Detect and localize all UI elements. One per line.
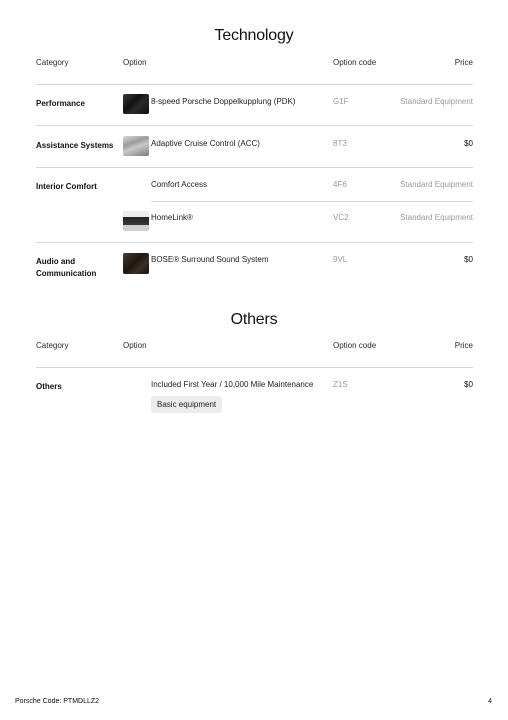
row-price: $0 <box>464 255 473 264</box>
row-option-code: 8T3 <box>333 139 347 148</box>
row-option-code: Z1S <box>333 380 348 389</box>
row-price: Standard Equipment <box>400 97 473 106</box>
row-category-line2: Communication <box>36 269 97 278</box>
radar-sensor-thumbnail-icon <box>123 136 149 156</box>
technology-title: Technology <box>214 27 294 44</box>
divider <box>36 125 473 126</box>
others-title: Others <box>230 311 278 328</box>
header-option: Option <box>123 341 147 350</box>
porsche-code-label: Porsche Code: PTMDLLZ2 <box>15 698 100 705</box>
speaker-thumbnail-icon <box>123 253 149 274</box>
row-category: Assistance Systems <box>36 141 114 150</box>
row-option: Adaptive Cruise Control (ACC) <box>151 139 260 148</box>
header-option-code: Option code <box>333 341 377 350</box>
table-row <box>36 380 473 394</box>
row-option-code: VC2 <box>333 213 349 222</box>
row-price: $0 <box>464 139 473 148</box>
header-option-code: Option code <box>333 58 377 67</box>
mirror-thumbnail-icon <box>123 211 149 231</box>
row-category: Others <box>36 382 62 391</box>
table-row <box>36 180 473 194</box>
header-price: Price <box>454 341 473 350</box>
page-number: 4 <box>488 698 492 705</box>
row-option: Comfort Access <box>151 180 208 189</box>
row-option: Included First Year / 10,000 Mile Maintenance <box>151 380 314 389</box>
basic-equipment-badge: Basic equipment <box>151 396 222 413</box>
row-price: Standard Equipment <box>400 213 473 222</box>
header-category: Category <box>36 58 69 67</box>
divider <box>36 367 473 368</box>
table-row <box>36 213 473 233</box>
row-price: $0 <box>464 380 473 389</box>
row-category-line1: Audio and <box>36 257 76 266</box>
others-header-row <box>36 341 473 355</box>
transmission-thumbnail-icon <box>123 94 149 114</box>
row-category: Interior Comfort <box>36 182 97 191</box>
divider <box>36 242 473 243</box>
row-option-code: 4F6 <box>333 180 347 189</box>
technology-header-row <box>36 58 473 72</box>
divider <box>36 84 473 85</box>
header-price: Price <box>454 58 473 67</box>
row-price: Standard Equipment <box>400 180 473 189</box>
table-row <box>36 255 473 283</box>
row-option: HomeLink® <box>151 213 193 222</box>
header-category: Category <box>36 341 69 350</box>
row-option: BOSE® Surround Sound System <box>151 255 269 264</box>
row-category: Performance <box>36 99 85 108</box>
header-option: Option <box>123 58 147 67</box>
table-row <box>36 97 473 117</box>
row-option-code: G1F <box>333 97 349 106</box>
divider <box>151 201 473 202</box>
row-option-code: 9VL <box>333 255 348 264</box>
table-row <box>36 139 473 159</box>
divider <box>36 167 473 168</box>
row-option: 8-speed Porsche Doppelkupplung (PDK) <box>151 97 296 106</box>
